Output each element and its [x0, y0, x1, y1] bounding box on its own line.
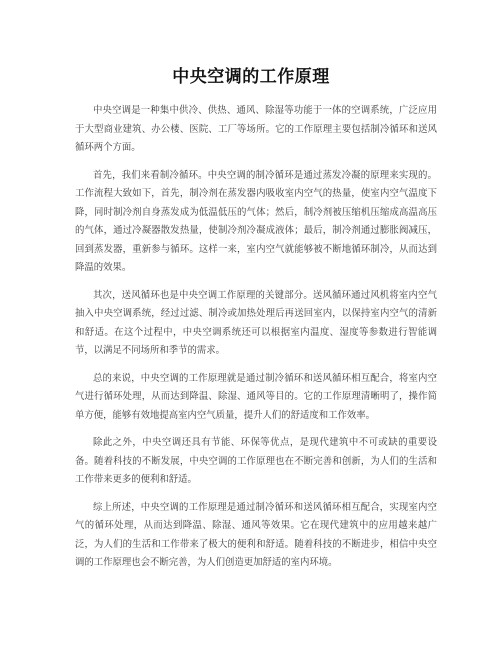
paragraph-conclusion: 综上所述，中央空调的工作原理是通过制冷循环和送风循环相互配合，实现室内空气的循环处理，从而达到降温、除湿、通风等效果。它在现代建筑中的应用越来越广泛，为人们的生活和工作带来了极大的便利和舒适。随着科技的不断进步，相信中央空调的工作原理也会不断完善，为人们创造更加舒适的室内环境。	[75, 501, 437, 568]
paragraph-refrigeration-cycle: 首先，我们来看制冷循环。中央空调的制冷循环是通过蒸发冷凝的原理来实现的。工作流程大致如下，首先，制冷剂在蒸发器内吸收室内空气的热量，使室内空气温度下降，同时制冷剂自身蒸发成为低温低压的气体；然后，制冷剂被压缩机压缩成高温高压的气体，通过冷凝器散发热量，使制冷剂冷凝成液体；最后，制冷剂通过膨胀阀减压，回到蒸发器，重新参与循环。这样一来，室内空气就能够被不断地循环制冷，从而达到降温的效果。	[75, 169, 437, 273]
document-body	[75, 102, 437, 582]
paragraph-advantages: 除此之外，中央空调还具有节能、环保等优点，是现代建筑中不可或缺的重要设备。随着科技的不断发展，中央空调的工作原理也在不断完善和创新，为人们的生活和工作带来更多的便利和舒适。	[75, 437, 437, 485]
paragraph-intro: 中央空调是一种集中供冷、供热、通风、除湿等功能于一体的空调系统，广泛应用于大型商业建筑、办公楼、医院、工厂等场所。它的工作原理主要包括制冷循环和送风循环两个方面。	[75, 105, 437, 153]
document-title: 中央空调的工作原理	[172, 67, 330, 87]
paragraph-air-supply-cycle: 其次，送风循环也是中央空调工作原理的关键部分。送风循环通过风机将室内空气抽入中央空调系统，经过过滤、制冷或加热处理后再送回室内，以保持室内空气的清新和舒适。在这个过程中，中央空调系统还可以根据室内温度、湿度等参数进行智能调节，以满足不同场所和季节的需求。	[75, 289, 437, 356]
paragraph-summary: 总的来说，中央空调的工作原理就是通过制冷循环和送风循环相互配合，将室内空气进行循环处理，从而达到降温、除湿、通风等目的。它的工作原理清晰明了，操作简单方便，能够有效地提高室内空气质量，提升人们的舒适度和工作效率。	[75, 372, 437, 421]
